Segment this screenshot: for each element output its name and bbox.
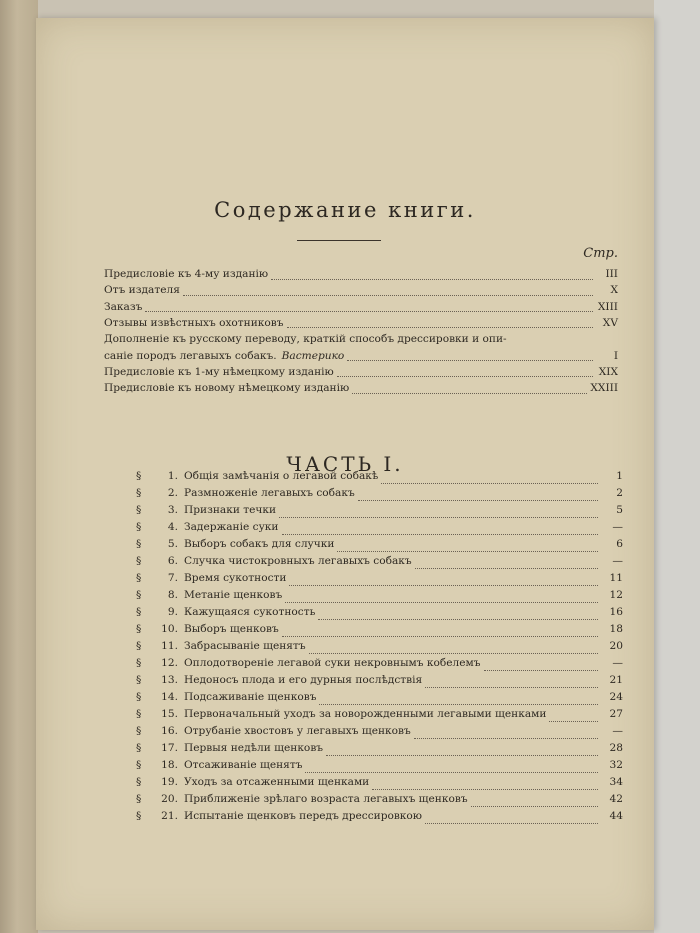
leader-dots [549,711,598,722]
leader-dots [347,350,593,361]
leader-dots [425,813,598,824]
section-sign: § [136,742,142,754]
section-number: 1. [167,470,178,482]
toc-entry-text: саніе породъ легавыхъ собакъ. [104,349,277,362]
toc-entry [104,364,618,380]
section-entry [136,742,623,759]
section-title: Первыя недѣли щенковъ [184,742,324,754]
toc-entry [104,282,618,298]
section-page: 11 [609,572,623,584]
section-title: Подсаживаніе щенковъ [184,691,317,703]
section-number: 7. [167,572,178,584]
section-title: Кажущаяся сукотность [184,606,316,618]
section-number: 5. [167,538,178,550]
toc-entry-page: XV [602,316,618,329]
section-title: Отсаживаніе щенятъ [184,759,303,771]
section-sign: § [136,657,142,669]
section-page: 18 [609,623,623,635]
section-entry [136,657,623,674]
section-title: Оплодотвореніе легавой суки некровнымъ кобелемъ [184,657,481,669]
section-sign: § [136,793,142,805]
background-surface [654,0,700,933]
section-title: Забрасываніе щенятъ [184,640,306,652]
leader-dots [271,269,593,280]
section-title: Время сукотности [184,572,287,584]
section-sign: § [136,504,142,516]
section-entry [136,759,623,776]
toc-entry [104,315,618,331]
leader-dots [425,677,598,688]
section-entry [136,555,623,572]
toc-entry [104,299,618,315]
section-entry [136,521,623,538]
section-sign: § [136,538,142,550]
section-page: 42 [609,793,623,805]
section-number: 12. [161,657,178,669]
section-title: Приближеніе зрѣлаго возраста легавыхъ щенковъ [184,793,468,805]
section-page: 12 [609,589,623,601]
leader-dots [415,558,598,569]
section-sign: § [136,708,142,720]
leader-dots [471,796,598,807]
toc-entry-page: XIII [597,300,618,313]
toc-entry-page: XIX [598,365,618,378]
section-page: 1 [616,470,623,482]
section-page: 2 [616,487,623,499]
section-page: 16 [609,606,623,618]
section-entry [136,487,623,504]
section-number: 20. [161,793,178,805]
section-title: Выборъ щенковъ [184,623,279,635]
leader-dots [285,592,598,603]
section-number: 3. [167,504,178,516]
toc-entry-page: XXIII [590,382,618,395]
section-title: Испытаніе щенковъ передъ дрессировкою [184,810,423,822]
leader-dots [318,609,598,620]
section-entry [136,674,623,691]
section-page: 27 [609,708,623,720]
section-sign: § [136,674,142,686]
section-page: — [612,725,623,737]
section-entry [136,470,623,487]
leader-dots [352,383,587,394]
section-number: 10. [161,623,178,635]
toc-entry [104,266,618,282]
section-sign: § [136,487,142,499]
section-sign: § [136,776,142,788]
leader-dots [319,694,598,705]
section-title: Задержаніе суки [184,521,279,533]
toc-entry-text: Дополненіе къ русскому переводу, краткій способъ дрессировки и опи- [104,333,507,346]
section-title: Первоначальный уходъ за новорожденными легавыми щенками [184,708,547,720]
section-number: 2. [167,487,178,499]
leader-dots [337,541,598,552]
section-number: 16. [161,725,178,737]
toc-entry [104,380,618,396]
section-page: — [612,657,623,669]
section-page: 32 [609,759,623,771]
toc-entry-page: III [605,268,618,280]
toc-entry-page: X [610,284,618,297]
section-number: 21. [161,810,178,822]
leader-dots [414,728,598,739]
section-sign: § [136,691,142,703]
toc-entry-text: Отзывы извѣстныхъ охотниковъ [104,316,284,329]
section-entry [136,538,623,555]
section-sign: § [136,589,142,601]
section-sign: § [136,572,142,584]
section-title: Общія замѣчанія о легавой собакѣ [184,470,379,482]
section-page: 21 [609,674,623,686]
section-number: 18. [161,759,178,771]
section-number: 14. [161,691,178,703]
section-sign: § [136,640,142,652]
section-sign: § [136,470,142,482]
section-entry [136,691,623,708]
section-entry [136,810,623,827]
section-page: 34 [609,776,623,788]
section-page: 20 [609,640,623,652]
section-number: 11. [161,640,178,652]
toc-entry-text: Предисловіе къ новому нѣмецкому изданію [104,382,350,395]
section-entry [136,606,623,623]
section-page: 5 [616,504,623,516]
section-number: 4. [167,521,178,533]
section-title: Метаніе щенковъ [184,589,283,601]
leader-dots [289,575,598,586]
leader-dots [282,524,599,535]
book-spine [0,0,38,933]
section-sign: § [136,810,142,822]
page-column-header: Стр. [583,246,618,261]
leader-dots [326,745,598,756]
part-title: ЧАСТЬ I. [286,452,404,476]
toc-entry [104,348,618,364]
section-entry [136,793,623,810]
toc-entry-text: Предисловіе къ 4-му изданію [104,268,269,280]
section-sign: § [136,623,142,635]
toc-entry-text: Заказъ [104,300,143,313]
toc-entry-author: Вастерико [281,349,345,362]
title-divider [297,240,381,241]
leader-dots [279,507,598,518]
section-title: Размноженіе легавыхъ собакъ [184,487,355,499]
leader-dots [337,366,593,377]
section-number: 6. [167,555,178,567]
leader-dots [309,643,598,654]
section-entry [136,623,623,640]
section-number: 15. [161,708,178,720]
section-page: 44 [609,810,623,822]
section-page: 24 [609,691,623,703]
toc-entry-text: Предисловіе къ 1-му нѣмецкому изданію [104,365,334,378]
leader-dots [372,779,598,790]
section-number: 17. [161,742,178,754]
section-number: 8. [167,589,178,601]
section-title: Недоносъ плода и его дурныя послѣдствія [184,674,423,686]
leader-dots [484,660,599,671]
section-entry [136,572,623,589]
toc-entry [104,331,618,347]
section-page: — [612,521,623,533]
section-number: 19. [161,776,178,788]
section-sign: § [136,606,142,618]
section-page: 6 [616,538,623,550]
section-sign: § [136,725,142,737]
page-title: Содержание книги. [214,198,476,222]
section-entry [136,589,623,606]
section-number: 13. [161,674,178,686]
section-entry [136,640,623,657]
leader-dots [358,490,598,501]
section-page: 28 [609,742,623,754]
leader-dots [183,285,593,296]
section-entry [136,776,623,793]
leader-dots [381,473,598,484]
leader-dots [145,301,593,312]
book-page [36,18,654,930]
section-entry [136,725,623,742]
section-title: Выборъ собакъ для случки [184,538,335,550]
section-entry [136,708,623,725]
leader-dots [287,317,594,328]
section-sign: § [136,555,142,567]
section-sign: § [136,759,142,771]
section-number: 9. [167,606,178,618]
section-title: Отрубаніе хвостовъ у легавыхъ щенковъ [184,725,411,737]
toc-entry-page: I [613,349,618,362]
toc-entry-text: Отъ издателя [104,284,180,297]
leader-dots [305,762,598,773]
leader-dots [282,626,598,637]
section-title: Признаки течки [184,504,277,516]
section-sign: § [136,521,142,533]
section-title: Случка чистокровныхъ легавыхъ собакъ [184,555,412,567]
section-title: Уходъ за отсаженными щенками [184,776,370,788]
section-entry [136,504,623,521]
section-page: — [612,555,623,567]
